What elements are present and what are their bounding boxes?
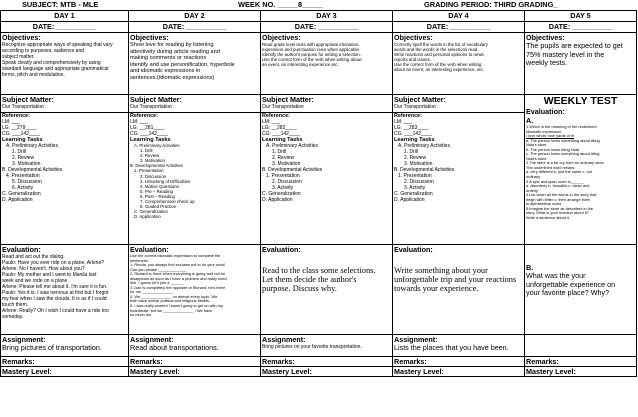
reference-label: Reference: [130,113,158,119]
task-line: 3. Motivation [272,161,301,167]
header-bar [0,0,638,10]
eval-line: sentences. [130,257,149,263]
eval-line: Use the correct idiomatic expression to complete the [130,253,221,258]
evaluation-label: Evaluation: [262,245,301,254]
day-row [1,11,637,22]
objective-line: 75% mastery level in the [526,49,605,59]
date-day-1: DATE: __________ [1,22,129,33]
reference-cg: CG: ___142____ [130,131,169,137]
eval-line: him. I guess he's just a ______ [130,280,184,286]
learning-tasks-label: Learning Tasks [262,137,303,143]
objective-line: according to purposes, audience and [2,48,85,54]
learning-tasks-label: Learning Tasks [394,137,435,143]
remarks-day-4: Remarks: [393,357,525,367]
eval-line: disappears as soon as I have a problem and really need [130,275,227,281]
test-line: 1.Which is the meaning of the underlined [526,124,597,129]
task-line: 1. Drill [404,149,419,155]
task-line: 6. Activity [12,185,34,191]
subject-matter-row [1,95,637,113]
reference-cg: CG: ___142____ [2,131,41,137]
evaluation-day-4 [393,245,525,335]
task-line: 3. Motivation [140,158,165,164]
reference-lg: LG: __283____ [394,125,429,131]
task-line: 1. Drill [12,149,27,155]
day-2-heading: DAY 2 [129,11,261,22]
assignment-day-2 [129,335,261,357]
test-line: story. What is your reaction about it? [526,210,589,216]
objective-line: Identify and use personification, hyperbole [130,61,235,68]
mastery-day-5: Mastery Level: [525,367,637,377]
task-line: 2. Discussion [272,179,302,185]
objective-line: Identify the author's purpose for writing a selection. [262,52,361,58]
eval-line: boardmate, but we ______________ ! We have [130,307,213,313]
eval-line: your favorite place? Why? [526,288,610,298]
eval-line: for me ______________ [130,289,173,295]
eval-line: touch them. [2,302,29,308]
objective-line: Use the correct form of the verb when writing [394,62,482,68]
header-grading: GRADING PERIOD: THIRD GRADING_ [424,0,558,9]
date-row [1,22,637,33]
task-line: B. Developmental Activities [2,167,63,173]
task-line: 2. Review [272,155,294,161]
objectives-day-2 [129,33,261,95]
assignment-day-4 [393,335,525,357]
task-line: 2. Discussion [140,173,167,179]
mastery-day-1: Mastery Level: [1,367,129,377]
eval-line: Arlene: Really? Oh I wish I could have a ride too [2,308,109,314]
reference-lm: LM: ___ [262,119,281,125]
remarks-day-3: Remarks: [261,357,393,367]
day-5-heading: DAY 5 [525,11,637,22]
eval-line: 5. I was really worried I wasn't going to get on with my [130,303,223,309]
subject-matter-value: Our Transportation [262,104,304,110]
mastery-day-4: Mastery Level: [393,367,525,377]
objective-line: The pupils are expected to get [526,41,623,50]
eval-line: Let them decide the author's [262,275,357,285]
learning-tasks-label: Learning Tasks [2,137,43,143]
test-line: b. The person loves Ating Nida. [526,146,580,152]
task-line: 6. Post – Reading [140,193,175,199]
test-line: 4.List down all the words in the story that [526,192,597,198]
task-line: A. Preliminary Activities [398,143,450,149]
reference-cg: CG: ___142____ [394,131,433,137]
evaluation-day-1 [1,245,129,335]
task-line: 2. Discussion [404,179,434,185]
eval-line: Paulo: My mother and I went to Manila last [2,272,97,278]
assignment-row [1,335,637,357]
test-line: a. very different b. just the same c. not [526,169,592,175]
lesson-plan-table [0,10,637,377]
eval-line: 3. Dan is completely the opposite of Richard, he's there [130,284,226,290]
eval-line: towards your experience. [394,284,479,294]
weekly-test-title: WEEKLY TEST [543,95,618,107]
subject-matter-label: Subject Matter: [262,95,314,104]
eval-line: week and we rode on a plane. [2,278,69,284]
task-line: B. Developmental Activities [394,167,455,173]
objective-line: subject matter. [2,54,35,60]
test-part-a: A. [526,116,534,125]
eval-line: someday. [2,314,24,320]
objective-line: about an event, an interesting experience, etc. [394,67,485,73]
task-line: 2. Review [140,153,160,159]
reference-label: Reference: [2,113,30,119]
date-day-3: DATE: __________ [261,22,393,33]
assignment-label: Assignment: [130,335,174,344]
subject-matter-value: Our Transportation [2,104,44,110]
task-line: 2. Review [404,155,426,161]
task-line: 4. Motive Questions [140,183,179,189]
objective-line: making comments or reactions [130,55,207,62]
objectives-label: Objectives: [2,33,41,42]
reference-lm: LM: ___ [394,119,413,125]
objective-line: Recognize appropriate ways of speaking that vary [2,42,113,48]
day-4-heading: DAY 4 [393,11,525,22]
objectives-label: Objectives: [394,33,433,42]
header-subject: SUBJECT: MTB - MLE [22,0,99,9]
task-line: D. Application [2,197,33,203]
test-line: a. The person loves something about Ating [526,137,600,143]
task-line: 5. Discussion [12,179,42,185]
objective-line: Read grade level texts with appropriate intonation, [262,42,360,47]
assignment-text: Lists the places that you have been. [394,343,509,352]
subject-matter-day-1 [1,95,129,113]
objective-line: attentively during article reading and [130,48,220,55]
task-line: 1. Presentation [266,173,300,179]
task-line: 1. Presentation [398,173,432,179]
tasks-day-1 [1,113,129,245]
tasks-day-2 [129,113,261,245]
eval-line: Arlene: No I haven't. How about you? [2,266,85,272]
task-line: B. Developmental Activities [130,163,183,169]
objectives-row [1,33,637,95]
day-3-heading: DAY 3 [261,11,393,22]
day-1-heading: DAY 1 [1,11,129,22]
task-line: B. Developmental Activities [262,167,323,173]
test-line: orderly [526,187,538,193]
task-line: C. Generalization [262,191,301,197]
test-line: 3.A spic and span room is______ [526,178,584,184]
task-line: D. Application [394,197,425,203]
eval-line: both have similar political and religious beliefs. [130,298,211,304]
task-line: C. Generalization [2,191,41,197]
task-line: 3. Activity [272,185,294,191]
test-line: a. disorderly b. beautiful c. clean and [526,183,590,189]
test-line: Nida's store. [526,155,548,161]
subject-matter-value: Our Transportation [394,104,436,110]
test-line: Write a sentence about it. [526,214,571,220]
eval-line: Read to the class some selections. [262,266,376,275]
assignment-label: Assignment: [394,335,438,344]
task-line: 1. Drill [272,149,287,155]
objectives-label: Objectives: [262,33,301,42]
assignment-label: Assignment: [262,335,306,344]
evaluation-label: Evaluation: [394,245,433,254]
eval-part-b: B. [526,263,534,272]
evaluation-day-5 [525,245,637,335]
test-line: 5.Imagine the store as described in the [526,205,594,211]
evaluation-day-3 [261,245,393,335]
task-line: 7. Comprehension check up [140,199,195,205]
assignment-day-1 [1,335,129,357]
task-line: 4. Presentation [6,173,40,179]
objective-line: weekly tests. [526,58,568,68]
assignment-label: Assignment: [2,335,46,344]
eval-line: Arlene: Please tell me about it. I'm sure it is fun. [2,284,108,290]
objectives-day-4 [393,33,525,95]
task-line: 3. Motivation [12,161,41,167]
eval-line: so much fun. [130,312,153,318]
date-day-5: DATE: __________ [525,22,637,33]
test-line: ordinary [526,174,541,180]
reference-lg: LG: __281____ [130,125,165,131]
objective-line: sentences.(idiomatic expressions) [130,74,215,81]
eval-line: unforgettable trip and your reactions [394,275,517,285]
objectives-label: Objectives: [130,33,169,42]
objectives-label: Objectives: [526,33,565,42]
subject-matter-day-4 [393,95,525,113]
task-line: 8. Guided Practice [140,204,177,210]
test-line: Nida's store. [526,142,548,148]
reference-label: Reference: [262,113,290,119]
task-line: D. Application [134,214,161,220]
objective-line: Correctly spell the words in the list of vocabulary [394,42,488,47]
tasks-day-3 [261,113,393,245]
subject-matter-value: Our Transportation [130,104,172,110]
objectives-day-3 [261,33,393,95]
eval-line: Write something about your [394,266,488,275]
test-line: 2.The store is a far cry from an ordinary store [526,160,604,166]
subject-matter-label: Subject Matter: [394,95,446,104]
objective-line: Use the correct form of the verb when writing about [262,57,362,63]
remarks-row [1,357,637,367]
task-line: 3. Activity [404,185,426,191]
learning-tasks-label: Learning Tasks [130,137,171,143]
mastery-row [1,367,637,377]
assignment-day-5 [525,335,637,357]
date-day-4: DATE: __________ [393,22,525,33]
evaluation-label: Evaluation: [526,107,565,116]
objective-line: standard language and appropriate grammatical [2,66,109,72]
evaluation-row [1,245,637,335]
task-line: D. Application [262,197,293,203]
date-day-2: DATE: __________ [129,22,261,33]
evaluation-label: Evaluation: [2,245,41,254]
mastery-day-2: Mastery Level: [129,367,261,377]
test-line: idiomatic expression: [526,128,563,134]
objective-line: reports and issues. [394,57,432,63]
subject-matter-label: Subject Matter: [2,95,54,104]
eval-line: Can you please _____________ [130,266,187,272]
reference-label: Reference: [394,113,422,119]
objective-line: expression and punctuation cues when applicable. [262,47,361,53]
objective-line: forms, pitch and modulation. [2,72,65,78]
eval-line: Paulo: Yes it is. I was nervous at first but I forgot [2,290,109,296]
task-line: 3. Unlocking of Difficulties [140,178,191,184]
reference-cg: CG: ___142____ [262,131,301,137]
objective-line: an event, an interesting experience,etc. [262,62,339,68]
objectives-day-5 [525,33,637,95]
test-line: in alphabetical order. [526,201,562,207]
task-line: 5. Pre – Reading [140,188,173,194]
eval-line: Paulo: Have you ever ride on a plane, Arlene? [2,260,105,266]
reference-lg: LG: __279____ [2,125,37,131]
eval-line: 4. We ______________ on almost every topic. We [130,293,218,299]
task-line: 1. Drill [140,148,153,154]
task-line: A. Preliminary Activities [6,143,58,149]
test-line: The underlined word means: [526,164,576,170]
test-line: I love whole nine yards of it! [526,133,575,139]
test-line: begin with letter c, then arrange them [526,196,591,202]
objective-line: Show love for reading by listening [130,42,214,48]
assignment-text: Read about transportations. [130,343,219,352]
subject-matter-day-2 [129,95,261,113]
objective-line: and idiomatic expressions in [130,68,201,75]
task-line: 1. Presentation [134,168,164,174]
objectives-day-1 [1,33,129,95]
eval-line: What was the your [526,271,586,280]
reference-lm: LM: ___ [130,119,149,125]
objective-line: Write reactions and personal opinions to news [394,52,484,58]
task-line: C. Generalization [394,191,433,197]
objective-line: words and the words in the selections read [394,47,478,53]
subject-matter-day-3 [261,95,393,113]
subject-matter-label: Subject Matter: [130,95,182,104]
test-line: c. The person loves everything about Ating [526,151,600,157]
evaluation-label: Evaluation: [130,245,169,254]
assignment-text: Bring pictures on your favorite transportation. [262,344,362,350]
reference-lg: LG: __282____ [262,125,297,131]
task-line: 2. Review [12,155,34,161]
task-line: 3. Motivation [404,161,433,167]
assignment-text: Bring pictures of transportation. [2,343,102,352]
eval-line: 1. Rhoda, you always find excuses not to do your work! [130,262,226,268]
task-line: A. Preliminary Activities [134,143,180,148]
task-line: A. Preliminary Activities [266,143,318,149]
remarks-day-2: Remarks: [129,357,261,367]
day-5-test-cell [525,95,637,245]
remarks-day-1: Remarks: [1,357,129,367]
evaluation-day-2 [129,245,261,335]
objective-line: Speak clearly and comprehensively by using [2,60,101,66]
eval-line: Read and act out the dialog. [2,254,65,260]
eval-line: my fear when I saw the clouds. It is as if I could [2,296,107,302]
header-week: WEEK NO. _____8_____ [238,0,323,9]
tasks-day-4 [393,113,525,245]
eval-line: 2. Richard is there when everything is going well but he [130,271,226,277]
assignment-day-3 [261,335,393,357]
eval-line: unforgettable experience on [526,279,616,289]
mastery-day-3: Mastery Level: [261,367,393,377]
task-line: C. Generalization [134,209,168,215]
remarks-day-5: Remarks: [525,357,637,367]
eval-line: purpose. Discuss why. [262,284,337,294]
reference-lm: LM: ___ [2,119,21,125]
